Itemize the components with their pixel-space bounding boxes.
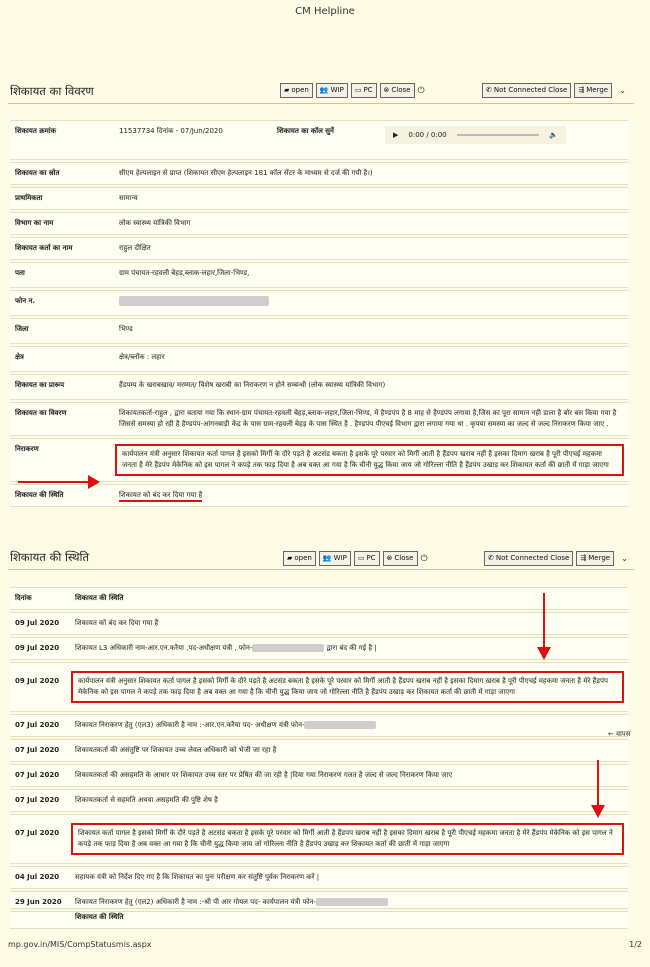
highlighted-resolution: कार्यपालन यंत्री अनुसार शिकायत कर्ता पागल है इसको मिर्गी के दौरे पड़ते है अटसंड बकता है इसके पूरे परवार को मिर्गी आती है हैंडपप खराब नहीं है इसका दिमाग खराब है पूरी पीएचई महकमा जनता है मेरे हैंडपंप मेकेनिक को इस पागल ने कपड़े तक फाड़ दिया है अब वक्त आ गया है कि चीनी युद्ध किया जाय जो गोरिल्ला नीति है हैंडपंप उखाड़ कर शिकायत कर्ता की छाती में गाड़ा जाएगा: [115, 444, 624, 476]
footer-page-number: 1/2: [629, 940, 642, 949]
arrow-resolution: [18, 475, 100, 489]
row-status: शिकायत निराकरण हेतु (एल2) अधिकारी है नाम :-श्री पी आर गोयल पद- कार्यपालन यंत्री फोन-: [71, 891, 628, 909]
arrow-status-1: [537, 593, 551, 660]
label: शिकायत कर्ता का नाम: [10, 237, 115, 260]
pc-button[interactable]: ▭ PC: [351, 83, 377, 98]
wip-button[interactable]: 👥 WIP: [319, 551, 351, 566]
people-icon: 👥: [319, 86, 329, 94]
label: निराकरण: [10, 438, 115, 482]
phone-off-icon: ✆: [488, 554, 494, 562]
not-connected-close-button[interactable]: ✆ Not Connected Close: [484, 551, 573, 566]
open-button[interactable]: ▰ open: [283, 551, 316, 566]
value: सीएम हेल्पलाइन से प्राप्त (शिकायत सीएम हेल्पलाइन 181 कॉल सेंटर के माध्यम से दर्ज की गयी है।): [115, 162, 628, 185]
row-status: शिकायतकर्ता की असहमति के आधार पर शिकायत उच्च स्तर पर प्रेषित की जा रही है |दिया गया निराकरण गलत है जल्द से जल्द निराकरण किया जाए: [71, 764, 628, 787]
monitor-icon: ▭: [354, 86, 362, 94]
chevron-down-icon[interactable]: ⌄: [621, 554, 628, 563]
label: क्षेत्र: [10, 346, 115, 372]
close-button[interactable]: ⊗ Close: [383, 551, 418, 566]
pc-button[interactable]: ▭ PC: [354, 551, 380, 566]
value: हैंडपम्प के खराबखाव/ मरम्मत/ विशेष खराबी का निराकरण न होने सम्बन्धी (लोक स्वास्थ्य यांत्रिकी विभाग): [115, 374, 628, 400]
volume-icon[interactable]: 🔈: [549, 130, 558, 139]
label: शिकायत का विवरण: [10, 402, 115, 436]
label: शिकायत का स्रोत: [10, 162, 115, 185]
open-button[interactable]: ▰ open: [280, 83, 313, 98]
people-icon: 👥: [322, 554, 332, 562]
row-status: शिकायत निराकरण हेतु (एल3) अधिकारी है नाम :-आर.एन.करैया पद- अधीक्षण यंत्री फोन-: [71, 714, 628, 737]
label: शिकायत का प्रारूप: [10, 374, 115, 400]
merge-icon: ⇶: [578, 86, 585, 94]
footer-url: mp.gov.in/MIS/CompStatusmis.aspx: [8, 940, 152, 949]
value: ग्राम पंचायत-रहवली बेहड़,ब्लाक-लहार,जिला-भिण्ड,: [115, 262, 628, 288]
row-status: सहायक यंत्री को निर्देश दिए गए है कि शिकायत का पुनः परीक्षण कर संतुष्टि पूर्वक निराकरण करें |: [71, 866, 628, 889]
page-title: CM Helpline: [295, 6, 355, 17]
folder-icon: ▰: [287, 554, 293, 562]
value: सामान्य: [115, 187, 628, 210]
chevron-down-icon[interactable]: ⌄: [619, 86, 626, 95]
row-date: 09 Jul 2020: [10, 612, 71, 635]
label: विभाग का नाम: [10, 212, 115, 235]
back-link[interactable]: ← वापस: [608, 730, 631, 738]
header-status: शिकायत की स्थिति: [71, 587, 628, 610]
row-date: 07 Jul 2020: [10, 764, 71, 787]
row-status: शिकायतकर्ता की असंतुष्टि पर शिकायत उच्च लेवल अधिकारी को भेजी जा रहा है: [71, 739, 628, 762]
highlighted-status: कार्यपालन यंत्री अनुसार शिकायत कर्ता पागल है इसको मिर्गी के दौरे पड़ते है अटसंड बकता है इसके पूरे परवार को मिर्गी आती है हैंडपप खराब नहीं है इसका दिमाग खराब है पूरी पीएचई महकमा जनता है मेरे हैंडपंप मेकेनिक को इस पागल ने कपड़े तक फाड़ दिया है अब वक्त आ गया है कि चीनी युद्ध किया जाय जो गोरिल्ला नीति है हैंडपंप उखाड़ कर शिकायत कर्ता की छाती में गाड़ा जाएगा: [71, 671, 624, 703]
row-status: शिकायत की स्थिति: [71, 911, 628, 929]
play-icon[interactable]: ▶: [393, 130, 399, 139]
value: राहुल दीक्षित: [115, 237, 628, 260]
power-icon[interactable]: ⏻: [420, 553, 428, 564]
close-circle-icon: ⊗: [386, 554, 393, 562]
close-circle-icon: ⊗: [383, 86, 390, 94]
value: 11537734 दिनांक - 07/Jun/2020: [115, 120, 273, 160]
monitor-icon: ▭: [357, 554, 365, 562]
label: शिकायत क्रमांक: [10, 120, 115, 160]
value: क्षेत्र/ब्लॉक : लहार: [115, 346, 628, 372]
row-date: 09 Jul 2020: [10, 637, 71, 660]
label: पता: [10, 262, 115, 288]
wip-button[interactable]: 👥 WIP: [316, 83, 348, 98]
row-status: शिकायतकर्ता से सहमति अथवा असहमति की पुष्टि शेष है: [71, 789, 628, 812]
row-date: 07 Jul 2020: [10, 814, 71, 864]
row-date: 29 Jun 2020: [10, 891, 71, 909]
label: शिकायत का कॉल सुनें: [273, 120, 381, 160]
row-status: शिकायत L3 अधिकारी नाम-आर.एन.करैया ,पद-अधीक्षण यंत्री , फोन- द्वारा बंद की गई है |: [71, 637, 628, 660]
highlighted-status: शिकायत कर्ता पागल है इसको मिर्गी के दौरे पड़ते है अटसंड बकता है इसके पूरे परवार को मिर्गी आती है हैंडपप खराब नहीं है इसका दिमाग खराब है पूरी पीएचई महकमा जनता है मेरे हैंडपंप मेकेनिक को इस पागल ने कपड़े तक फाड़ दिया है अब वक्त आ गया है कि चीनी युद्ध किया जाय जो गोरिल्ला नीति है हैंडपंप उखाड़ कर शिकायत कर्ता की छाती में गाड़ा जाएगा: [71, 823, 624, 855]
merge-button[interactable]: ⇶ Merge: [574, 83, 612, 98]
value: शिकायतकर्ता-राहुल , द्वारा बताया गया कि स्थान-ग्राम पंचायत-रहवली बेहड़,ब्लाक-लहार,जिला-भिण्ड, में हैण्डपंप है 8 माह से हैण्डपंप लगाया है,जिस का पूरा सामान नही डाला है बोर बस किया गया है जिससे समस्या हो रही है हैण्डपंप-आंगनबाड़ी केंद्र के पास ग्राम-रहवली बेहड़ के पास स्थित है . हैण्डपंप पीएचई विभाग द्वारा लगाया गया था . कृपया समस्या का जल्द से जल्द निराकरण किया जाए .: [115, 402, 628, 436]
close-button[interactable]: ⊗ Close: [380, 83, 415, 98]
label: जिला: [10, 318, 115, 344]
header-date: दिनांक: [10, 587, 71, 610]
label: शिकायत की स्थिति: [10, 484, 115, 507]
row-status: शिकायत को बंद कर दिया गया है: [71, 612, 628, 635]
row-date: 07 Jul 2020: [10, 739, 71, 762]
not-connected-close-button[interactable]: ✆ Not Connected Close: [482, 83, 571, 98]
merge-button[interactable]: ⇶ Merge: [576, 551, 614, 566]
arrow-status-2: [591, 760, 605, 818]
phone-off-icon: ✆: [486, 86, 492, 94]
value: भिण्ड: [115, 318, 628, 344]
row-date: 07 Jul 2020: [10, 714, 71, 737]
power-icon[interactable]: ⏻: [417, 85, 425, 96]
section-title-details: शिकायत का विवरण: [10, 84, 94, 98]
folder-icon: ▰: [284, 86, 290, 94]
row-date: 04 Jul 2020: [10, 866, 71, 889]
label: प्राथमिकता: [10, 187, 115, 210]
value: लोक स्वास्थ्य यांत्रिकी विभाग: [115, 212, 628, 235]
audio-time: 0:00 / 0:00: [408, 130, 447, 139]
row-date: 07 Jul 2020: [10, 789, 71, 812]
row-date: 09 Jul 2020: [10, 662, 71, 712]
merge-icon: ⇶: [580, 554, 587, 562]
section-title-status: शिकायत की स्थिति: [10, 550, 90, 564]
highlighted-status: शिकायत को बंद कर दिया गया है: [119, 491, 202, 502]
label: फोन न.: [10, 290, 115, 316]
